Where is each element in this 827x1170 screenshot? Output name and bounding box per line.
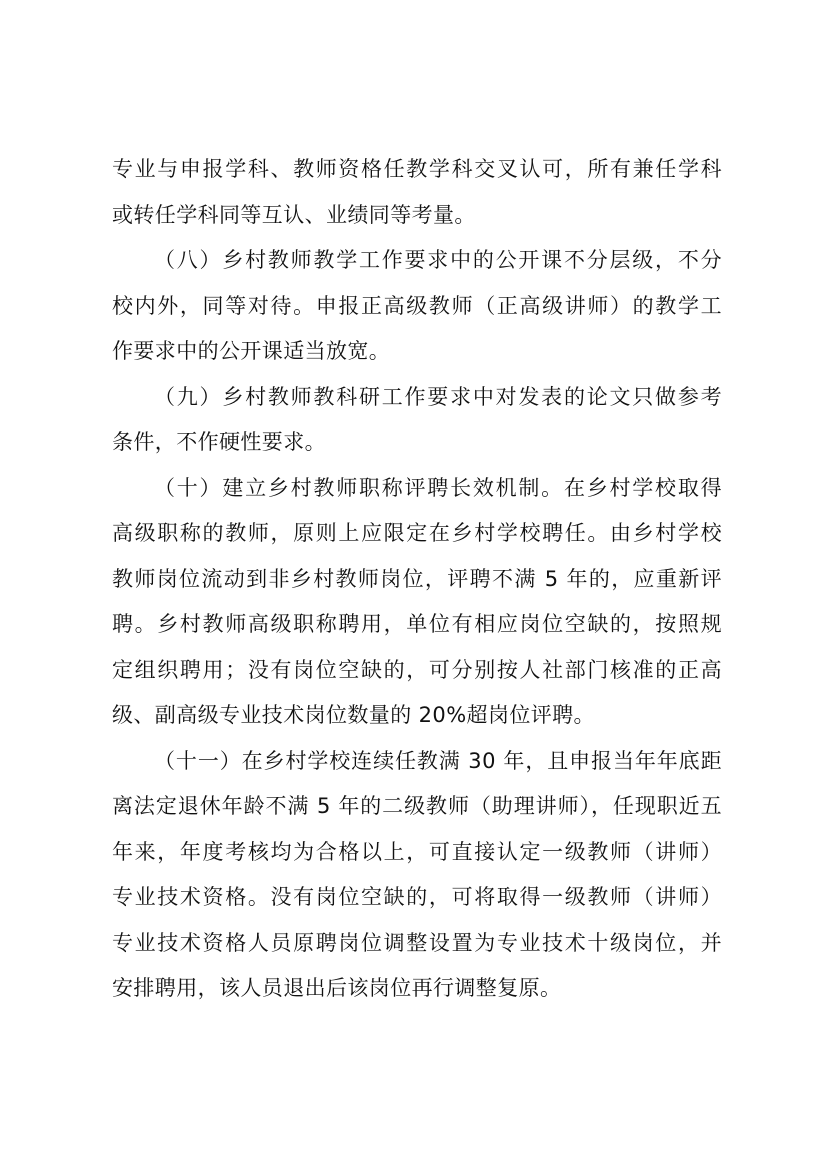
paragraph-item-8-line-1: （八）乡村教师教学工作要求中的公开课不分层级，不分 xyxy=(154,248,722,272)
paragraph-item-11-line-4: 专业技术资格。没有岗位空缺的，可将取得一级教师（讲师） xyxy=(112,885,722,909)
paragraph-item-9-line-2: 条件，不作硬性要求。 xyxy=(112,430,326,454)
paragraph-continuation-line-1: 专业与申报学科、教师资格任教学科交叉认可，所有兼任学科 xyxy=(112,157,722,181)
paragraph-item-10-line-2: 高级职称的教师，原则上应限定在乡村学校聘任。由乡村学校 xyxy=(112,521,722,545)
paragraph-item-11-line-1: （十一）在乡村学校连续任教满 30 年，且申报当年年底距 xyxy=(154,748,722,773)
paragraph-item-11-line-6: 安排聘用，该人员退出后该岗位再行调整复原。 xyxy=(112,976,562,1000)
paragraph-item-10-line-5: 定组织聘用；没有岗位空缺的，可分别按人社部门核准的正高 xyxy=(112,657,722,682)
paragraph-continuation-line-2: 或转任学科同等互认、业绩同等考量。 xyxy=(112,202,476,227)
paragraph-item-10-line-3: 教师岗位流动到非乡村教师岗位，评聘不满 5 年的，应重新评 xyxy=(112,566,722,591)
paragraph-item-11-line-5: 专业技术资格人员原聘岗位调整设置为专业技术十级岗位，并 xyxy=(112,930,722,955)
paragraph-item-9-line-1: （九）乡村教师教科研工作要求中对发表的论文只做参考 xyxy=(154,384,722,409)
paragraph-item-8-line-2: 校内外，同等对待。申报正高级教师（正高级讲师）的教学工 xyxy=(112,293,722,318)
document-body xyxy=(112,147,722,1012)
paragraph-item-10-line-4: 聘。乡村教师高级职称聘用，单位有相应岗位空缺的，按照规 xyxy=(112,612,722,636)
paragraph-item-10-line-1: （十）建立乡村教师职称评聘长效机制。在乡村学校取得 xyxy=(154,475,722,500)
paragraph-item-11-line-3: 年来，年度考核均为合格以上，可直接认定一级教师（讲师） xyxy=(112,839,722,864)
paragraph-item-10-line-6: 级、副高级专业技术岗位数量的 20%超岗位评聘。 xyxy=(112,703,595,727)
paragraph-item-11-line-2: 离法定退休年龄不满 5 年的二级教师（助理讲师），任现职近五 xyxy=(112,794,722,818)
paragraph-item-8-line-3: 作要求中的公开课适当放宽。 xyxy=(112,339,391,363)
